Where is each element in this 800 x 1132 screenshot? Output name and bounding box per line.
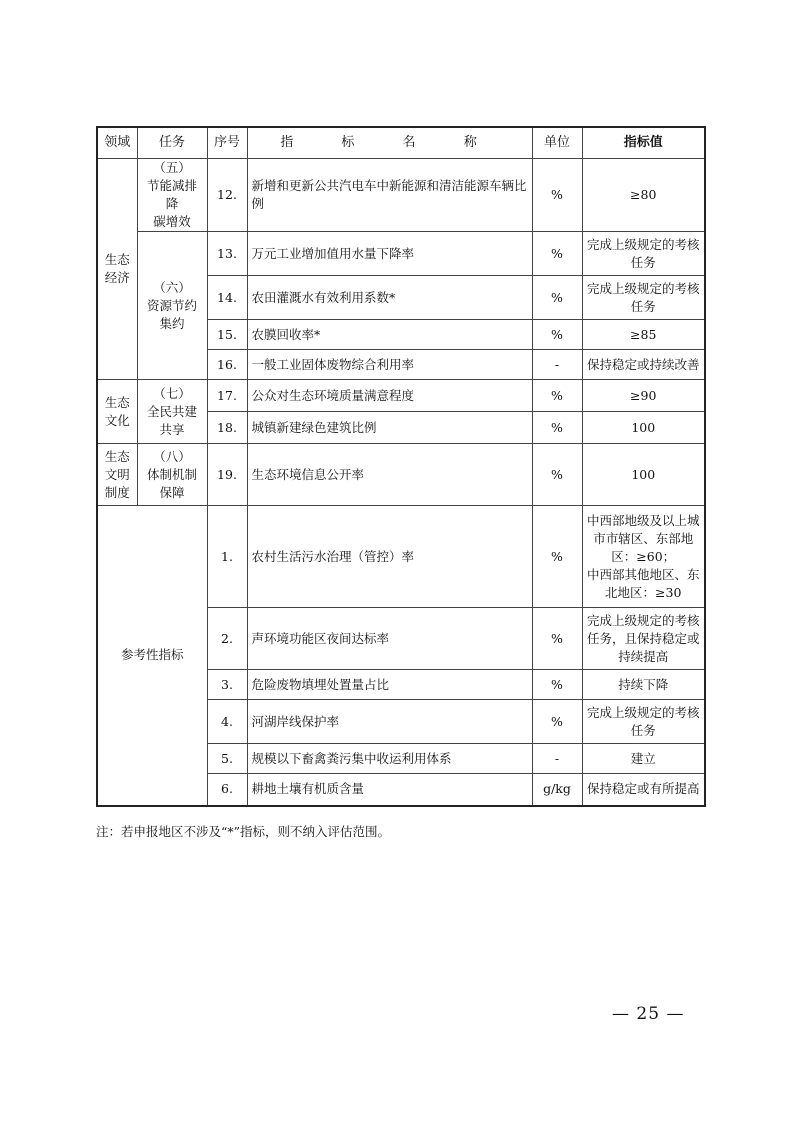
row-unit: %	[532, 276, 582, 320]
row-value: 保持稳定或有所提高	[582, 774, 705, 806]
row-no: 19.	[207, 444, 247, 506]
row-value: 完成上级规定的考核任务	[582, 232, 705, 276]
row-name: 农田灌溉水有效利用系数*	[247, 276, 532, 320]
row-no: 14.	[207, 276, 247, 320]
footnote: 注：若申报地区不涉及“*”指标，则不纳入评估范围。	[96, 824, 391, 839]
field-reference: 参考性指标	[97, 506, 207, 806]
row-unit: %	[532, 506, 582, 608]
row-unit: %	[532, 320, 582, 350]
row-no: 6.	[207, 774, 247, 806]
row-no: 13.	[207, 232, 247, 276]
row-name: 城镇新建绿色建筑比例	[247, 412, 532, 444]
field-eco-system: 生态 文明 制度	[97, 444, 137, 506]
row-value: ≥90	[582, 380, 705, 412]
row-unit: %	[532, 412, 582, 444]
row-name: 规模以下畜禽粪污集中收运利用体系	[247, 744, 532, 774]
task-5: （五） 节能减排降 碳增效	[137, 159, 207, 232]
row-name: 万元工业增加值用水量下降率	[247, 232, 532, 276]
header-indicator: 指 标 名 称	[247, 127, 532, 159]
row-name: 新增和更新公共汽电车中新能源和清洁能源车辆比例	[247, 159, 532, 232]
row-name: 危险废物填埋处置量占比	[247, 670, 532, 700]
row-unit: g/kg	[532, 774, 582, 806]
row-no: 5.	[207, 744, 247, 774]
header-no: 序号	[207, 127, 247, 159]
row-no: 12.	[207, 159, 247, 232]
table-row	[97, 232, 705, 276]
row-name: 公众对生态环境质量满意程度	[247, 380, 532, 412]
table-row	[97, 159, 705, 232]
table-row	[97, 506, 705, 608]
field-eco-economy: 生态 经济	[97, 159, 137, 380]
row-no: 16.	[207, 350, 247, 380]
row-name: 一般工业固体废物综合利用率	[247, 350, 532, 380]
row-value: 建立	[582, 744, 705, 774]
row-unit: -	[532, 350, 582, 380]
row-name: 耕地土壤有机质含量	[247, 774, 532, 806]
row-value: 持续下降	[582, 670, 705, 700]
row-no: 4.	[207, 700, 247, 744]
row-name: 声环境功能区夜间达标率	[247, 608, 532, 670]
row-unit: %	[532, 232, 582, 276]
row-no: 18.	[207, 412, 247, 444]
row-name: 农膜回收率*	[247, 320, 532, 350]
row-name: 河湖岸线保护率	[247, 700, 532, 744]
row-unit: -	[532, 744, 582, 774]
header-task: 任务	[137, 127, 207, 159]
row-name: 农村生活污水治理（管控）率	[247, 506, 532, 608]
row-no: 2.	[207, 608, 247, 670]
row-value: 100	[582, 444, 705, 506]
task-7: （七） 全民共建 共享	[137, 380, 207, 444]
table-header-row	[97, 127, 705, 159]
row-unit: %	[532, 444, 582, 506]
row-no: 15.	[207, 320, 247, 350]
page-number: — 25 —	[612, 1004, 685, 1024]
row-unit: %	[532, 700, 582, 744]
table-row	[97, 380, 705, 412]
row-value: 完成上级规定的考核任务	[582, 276, 705, 320]
header-value: 指标值	[582, 127, 705, 159]
table-row	[97, 444, 705, 506]
task-8: （八） 体制机制 保障	[137, 444, 207, 506]
field-eco-culture: 生态 文化	[97, 380, 137, 444]
row-no: 3.	[207, 670, 247, 700]
row-unit: %	[532, 159, 582, 232]
row-no: 1.	[207, 506, 247, 608]
row-value: ≥85	[582, 320, 705, 350]
row-unit: %	[532, 608, 582, 670]
row-unit: %	[532, 670, 582, 700]
row-value: 保持稳定或持续改善	[582, 350, 705, 380]
row-value: 100	[582, 412, 705, 444]
header-field: 领域	[97, 127, 137, 159]
row-value: ≥80	[582, 159, 705, 232]
indicator-table	[96, 126, 706, 807]
row-unit: %	[532, 380, 582, 412]
row-name: 生态环境信息公开率	[247, 444, 532, 506]
header-unit: 单位	[532, 127, 582, 159]
task-6: （六） 资源节约 集约	[137, 232, 207, 380]
row-no: 17.	[207, 380, 247, 412]
row-value: 中西部地级及以上城市市辖区、东部地区：≥60； 中西部其他地区、东北地区：≥30	[582, 506, 705, 608]
row-value: 完成上级规定的考核任务	[582, 700, 705, 744]
row-value: 完成上级规定的考核任务，且保持稳定或持续提高	[582, 608, 705, 670]
